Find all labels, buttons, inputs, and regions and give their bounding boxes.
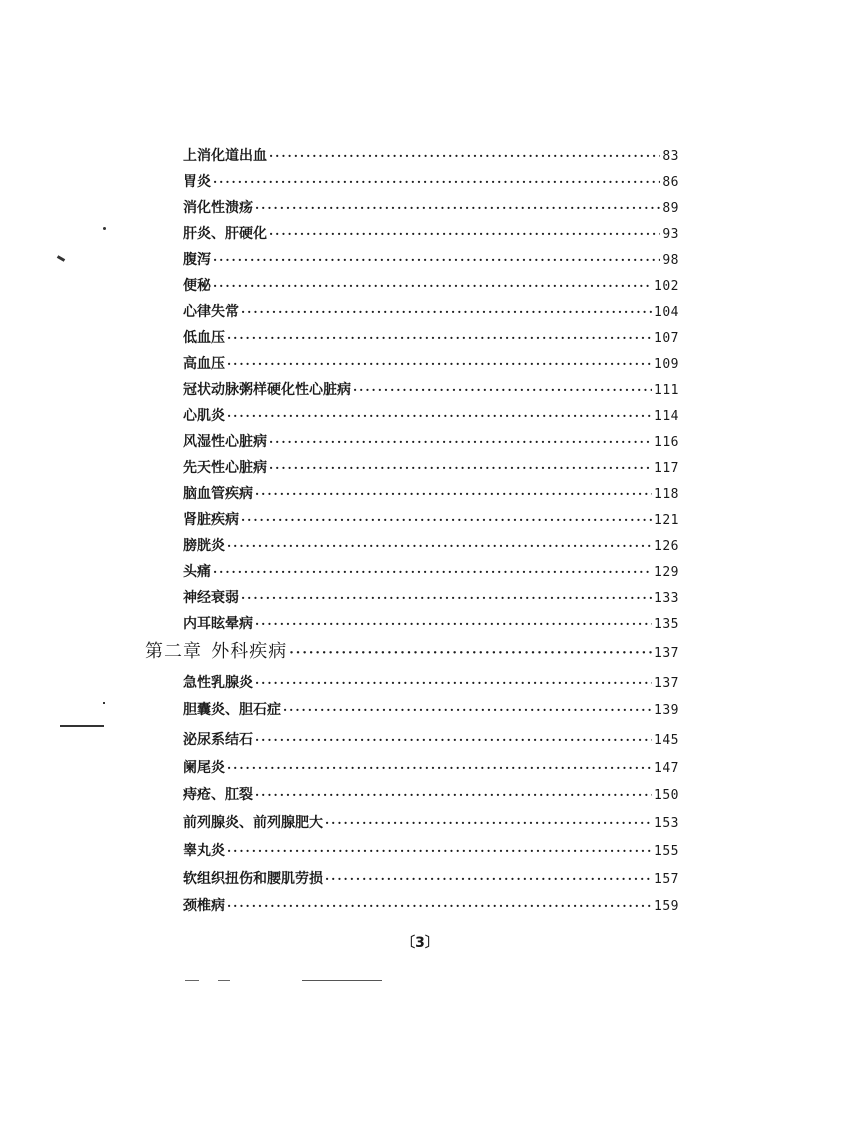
dot-leader <box>241 302 652 322</box>
dot-leader <box>269 146 660 166</box>
toc-entry <box>183 673 679 693</box>
dot-leader <box>227 896 652 916</box>
toc-entry <box>183 328 679 348</box>
toc-entry <box>183 536 679 556</box>
toc-entry <box>183 614 679 634</box>
dot-leader <box>325 813 652 833</box>
toc-entry-page: 159 <box>654 899 679 914</box>
toc-entry <box>183 730 679 750</box>
toc-entry-page: 139 <box>654 703 679 718</box>
toc-entry-page: 121 <box>654 513 679 528</box>
toc-entry-title: 肾脏疾病 <box>183 512 239 528</box>
toc-entry-page: 104 <box>654 305 679 320</box>
dot-leader <box>241 510 652 530</box>
toc-entry <box>183 896 679 916</box>
toc-entry-title: 便秘 <box>183 278 211 294</box>
chapter-number: 第二章 <box>145 641 202 662</box>
toc-entry <box>183 869 679 889</box>
chapter-page: 137 <box>654 646 679 661</box>
toc-entry-page: 93 <box>662 227 679 242</box>
toc-entry-title: 腹泻 <box>183 252 211 268</box>
dot-leader <box>213 172 660 192</box>
toc-entry-page: 102 <box>654 279 679 294</box>
dot-leader <box>269 432 652 452</box>
toc-chapter-heading <box>145 640 679 664</box>
toc-entry-page: 137 <box>654 676 679 691</box>
toc-entry-page: 89 <box>662 201 679 216</box>
dot-leader <box>255 673 652 693</box>
toc-entry <box>183 250 679 270</box>
toc-entry <box>183 758 679 778</box>
toc-entry-page: 133 <box>654 591 679 606</box>
scan-mark <box>218 980 230 981</box>
toc-entry-page: 147 <box>654 761 679 776</box>
dot-leader <box>227 328 652 348</box>
toc-entry-page: 86 <box>662 175 679 190</box>
toc-entry-title: 心律失常 <box>183 304 239 320</box>
toc-entry-page: 107 <box>654 331 679 346</box>
toc-entry-title: 头痛 <box>183 564 211 580</box>
dot-leader <box>227 536 652 556</box>
toc-entry-page: 117 <box>654 461 679 476</box>
dot-leader <box>227 406 652 426</box>
toc-entry-title: 消化性溃疡 <box>183 200 253 216</box>
toc-entry-title: 胆囊炎、胆石症 <box>183 702 281 718</box>
scan-mark <box>185 980 199 981</box>
dot-leader <box>241 588 652 608</box>
toc-entry-title: 痔疮、肛裂 <box>183 787 253 803</box>
toc-entry-title: 心肌炎 <box>183 408 225 424</box>
toc-entry-title: 肝炎、肝硬化 <box>183 226 267 242</box>
toc-entry <box>183 354 679 374</box>
toc-entry-title: 风湿性心脏病 <box>183 434 267 450</box>
dot-leader <box>227 758 652 778</box>
toc-entry-page: 116 <box>654 435 679 450</box>
toc-entry <box>183 276 679 296</box>
toc-entry-title: 软组织扭伤和腰肌劳损 <box>183 871 323 887</box>
toc-entry-title: 阑尾炎 <box>183 760 225 776</box>
dot-leader <box>353 380 652 400</box>
dot-leader <box>283 700 652 720</box>
toc-entry-page: 135 <box>654 617 679 632</box>
toc-entry-page: 109 <box>654 357 679 372</box>
toc-entry-title: 高血压 <box>183 356 225 372</box>
toc-entry-title: 泌尿系结石 <box>183 732 253 748</box>
toc-entry-title: 脑血管疾病 <box>183 486 253 502</box>
toc-entry-page: 111 <box>654 383 679 398</box>
toc-entry-title: 内耳眩晕病 <box>183 616 253 632</box>
toc-entry-title: 上消化道出血 <box>183 148 267 164</box>
toc-entry-title: 胃炎 <box>183 174 211 190</box>
dot-leader <box>255 484 652 504</box>
toc-entry <box>183 588 679 608</box>
toc-entry <box>183 406 679 426</box>
toc-entry-page: 114 <box>654 409 679 424</box>
toc-entry <box>183 458 679 478</box>
scan-mark <box>60 725 104 727</box>
toc-entry <box>183 172 679 192</box>
toc-entry <box>183 700 679 720</box>
toc-entry-page: 153 <box>654 816 679 831</box>
toc-entry-page: 126 <box>654 539 679 554</box>
toc-entry <box>183 562 679 582</box>
toc-entry-title: 颈椎病 <box>183 898 225 914</box>
toc-entry-page: 118 <box>654 487 679 502</box>
toc-entry-title: 急性乳腺炎 <box>183 675 253 691</box>
dot-leader <box>213 250 660 270</box>
chapter-title: 外科疾病 <box>211 641 288 662</box>
toc-entry <box>183 484 679 504</box>
toc-entry-title: 冠状动脉粥样硬化性心脏病 <box>183 382 351 398</box>
dot-leader <box>255 614 652 634</box>
toc-entry-page: 129 <box>654 565 679 580</box>
dot-leader <box>255 730 652 750</box>
toc-entry <box>183 432 679 452</box>
toc-entry-title: 前列腺炎、前列腺肥大 <box>183 815 323 831</box>
toc-entry-page: 98 <box>662 253 679 268</box>
toc-entry-title: 低血压 <box>183 330 225 346</box>
toc-entry-page: 155 <box>654 844 679 859</box>
dot-leader <box>227 354 652 374</box>
toc-entry-title: 神经衰弱 <box>183 590 239 606</box>
toc-entry-page: 150 <box>654 788 679 803</box>
toc-entry <box>183 146 679 166</box>
toc-entry <box>183 510 679 530</box>
toc-entry <box>183 302 679 322</box>
toc-entry-page: 83 <box>662 149 679 164</box>
scan-mark <box>57 255 65 262</box>
toc-entry-page: 157 <box>654 872 679 887</box>
dot-leader <box>289 642 652 666</box>
toc-entry <box>183 380 679 400</box>
scan-mark <box>103 227 106 230</box>
dot-leader <box>255 785 652 805</box>
scan-mark <box>103 702 105 704</box>
dot-leader <box>269 458 652 478</box>
toc-entry <box>183 224 679 244</box>
dot-leader <box>213 276 652 296</box>
page-number: 〔3〕 <box>401 935 439 951</box>
dot-leader <box>255 198 660 218</box>
toc-entry <box>183 841 679 861</box>
dot-leader <box>213 562 652 582</box>
dot-leader <box>269 224 660 244</box>
toc-entry-title: 睾丸炎 <box>183 843 225 859</box>
dot-leader <box>227 841 652 861</box>
toc-entry <box>183 785 679 805</box>
toc-entry <box>183 198 679 218</box>
scan-mark <box>302 980 382 981</box>
toc-entry-page: 145 <box>654 733 679 748</box>
dot-leader <box>325 869 652 889</box>
toc-entry-title: 膀胱炎 <box>183 538 225 554</box>
toc-entry-title: 先天性心脏病 <box>183 460 267 476</box>
toc-entry <box>183 813 679 833</box>
